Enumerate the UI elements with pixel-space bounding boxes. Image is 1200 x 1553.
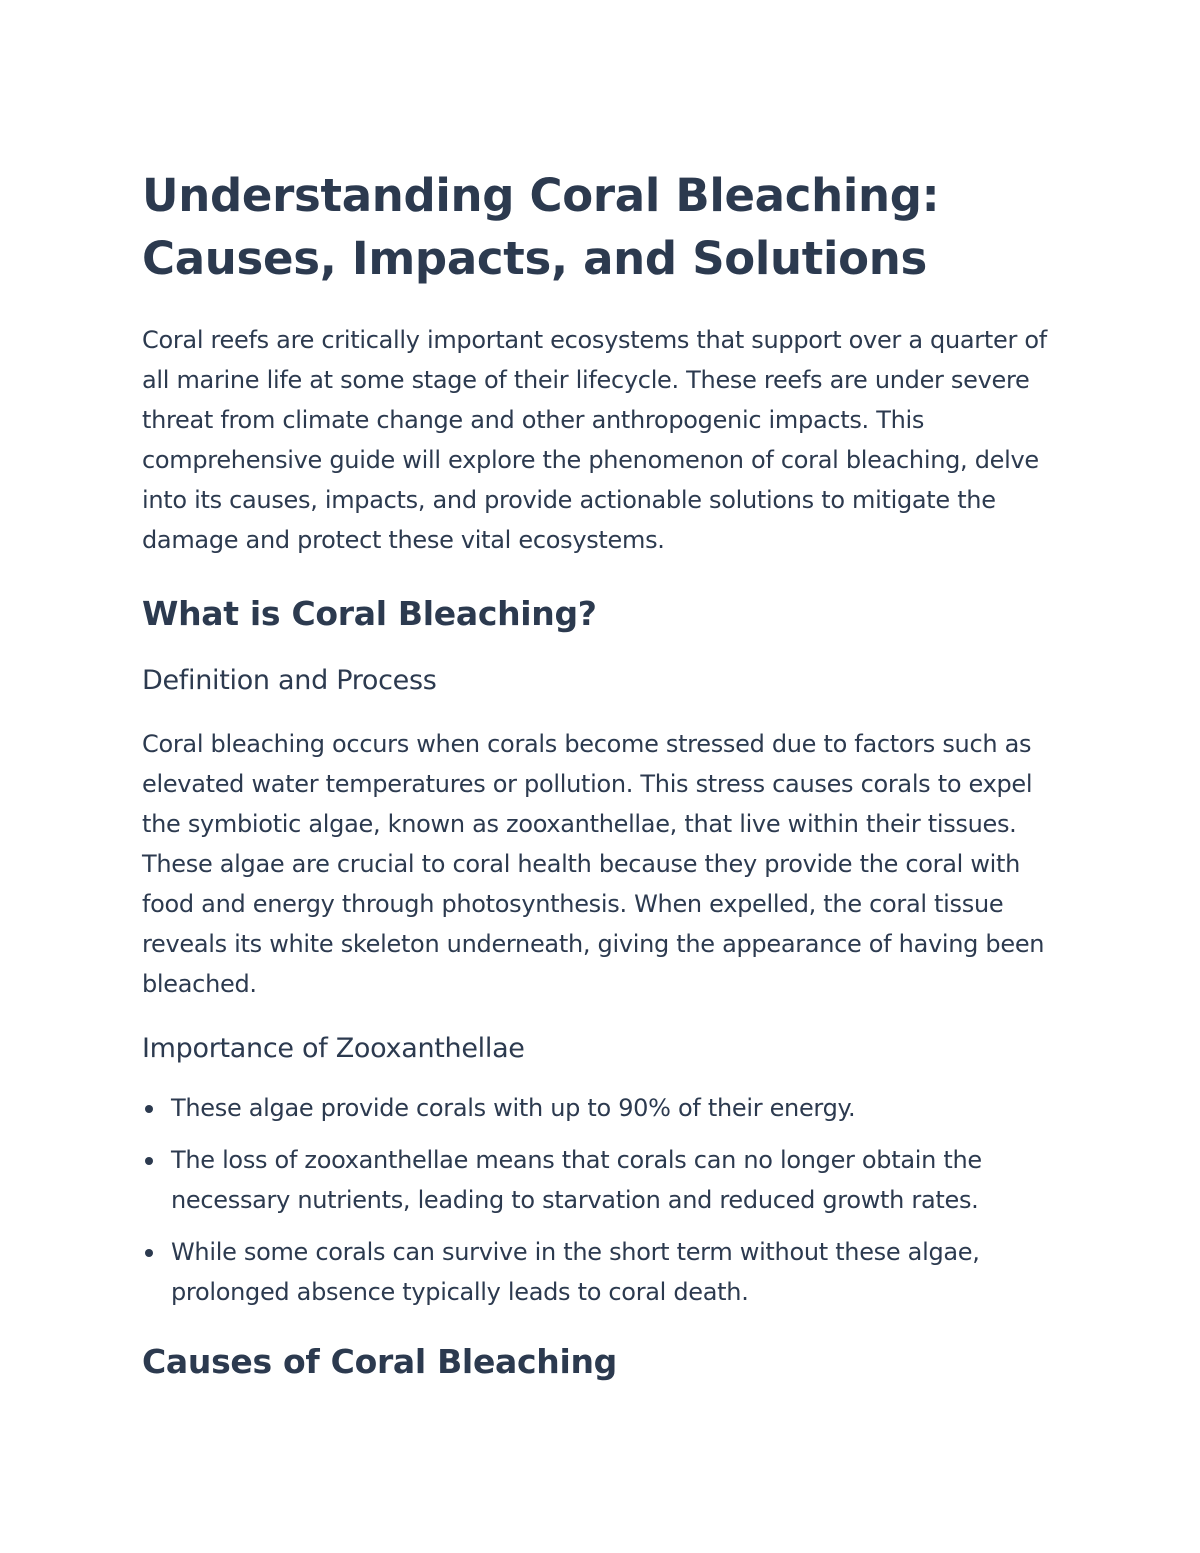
list-item — [142, 1140, 1072, 1220]
bullet-dot-icon — [145, 1249, 153, 1257]
subheading-definition-and-process: Definition and Process — [142, 665, 437, 696]
zooxanthellae-bullet-list — [142, 1088, 1072, 1312]
list-item — [142, 1088, 1072, 1128]
document-title: Understanding Coral Bleaching: Causes, Impacts, and Solutions — [142, 169, 940, 285]
intro-paragraph: Coral reefs are critically important ecosystems that support over a quarter of all marine life at some stage of their lifecycle. These reefs are under severe threat from climate change and other anthropogenic impacts. This comprehensive guide will explore the phenomenon of coral bleaching, delve into its causes, impacts, and provide actionable solutions to mitigate the damage and protect these vital ecosystems. — [142, 326, 1047, 554]
list-item — [142, 1232, 1072, 1312]
list-item-text: While some corals can survive in the short term without these algae, prolonged absence typically leads to coral death. — [171, 1238, 980, 1306]
document-page — [142, 0, 1072, 1384]
definition-paragraph: Coral bleaching occurs when corals become stressed due to factors such as elevated water temperatures or pollution. This stress causes corals to expel the symbiotic algae, known as zooxanthellae, that live within their tissues. These algae are crucial to coral health because they provide the coral with food and energy through photosynthesis. When expelled, the coral tissue reveals its white skeleton underneath, giving the appearance of having been bleached. — [142, 730, 1045, 998]
section-heading-causes-of-coral-bleaching: Causes of Coral Bleaching — [142, 1342, 617, 1381]
list-item-text: The loss of zooxanthellae means that corals can no longer obtain the necessary nutrients, leading to starvation and reduced growth rates. — [171, 1146, 982, 1214]
section-heading-what-is-coral-bleaching: What is Coral Bleaching? — [142, 594, 597, 633]
list-item-text: These algae provide corals with up to 90% of their energy. — [171, 1094, 856, 1122]
bullet-dot-icon — [145, 1157, 153, 1165]
subheading-importance-of-zooxanthellae: Importance of Zooxanthellae — [142, 1033, 525, 1064]
bullet-dot-icon — [145, 1105, 153, 1113]
